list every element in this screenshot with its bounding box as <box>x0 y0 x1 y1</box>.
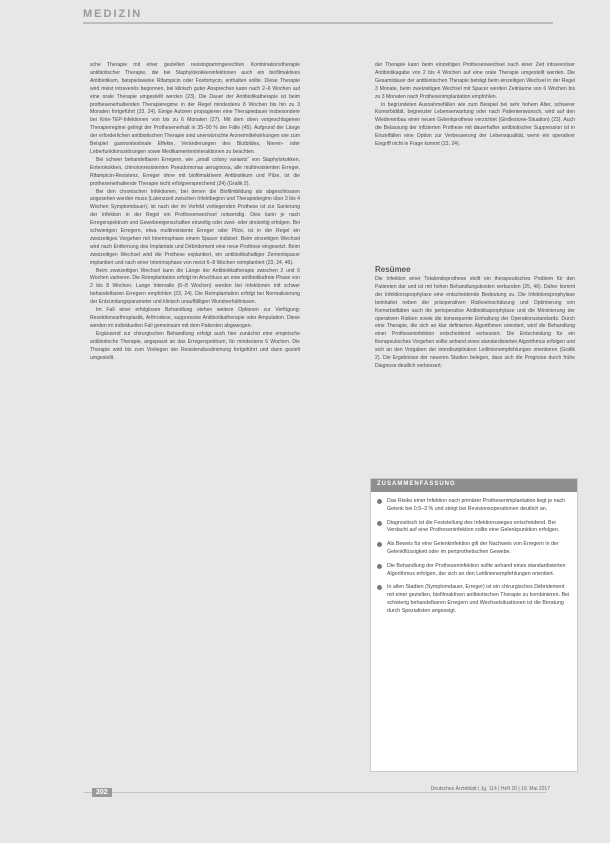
paragraph: Ergänzend zur chirurgischen Behandlung erfolgt auch hier zunächst eine empirische antibiotische Therapie, angepasst an das Erregerspektrum, für mindestens 6 Wochen. Die Therapie wird bis zum Vorliegen der Resistenzbestimmung fortgeführt und dann gezielt umgestellt. <box>90 330 300 361</box>
bullet-icon <box>377 521 382 526</box>
journal-reference: Deutsches Ärzteblatt | Jg. 114 | Heft 20 | 19. Mai 2017 <box>430 786 550 792</box>
paragraph: Beim zweizeitigen Wechsel kann die Länge der Antibiotikatherapie zwischen 2 und 6 Wochen variieren. Die Reimplantation erfolgt im Anschluss an eine antibiotikafreie Phase von 2 bis 8 Wochen. Lange Intervalle (6–8 Wochen) werden bei Infektionen mit schwer behandelbaren Erregern empfohlen (23, 24). Die Reimplantation erfolgt bei Normalisierung der Entzündungsparameter und klinisch unauffälligen Wundverhältnissen. <box>90 267 300 306</box>
summary-box-title: ZUSAMMENFASSUNG <box>371 479 577 492</box>
summary-item <box>377 584 571 615</box>
footer-rule <box>84 792 546 793</box>
paragraph: sche Therapie mit einer gezielten resistogrammgerechten Kombinationstherapie antibiotischer Therapie, die bei Staphylokokkeninfektionen auch ein biofilmaktives Antibiotikum, beispielsweise Rifampicin oder Fosfomycin, enthalten sollte. Diese Therapie wird meist intravenös begonnen, bei klinisch guter Ansprechen kann nach 2–6 Wochen auf eine orale Therapie umgestellt werden (23). Die Dauer der Antibiotikatherapie ist beim prothesenerhaltenden Therapieregime in der Regel mindestens 8 Wochen bis hin zu 3 Monaten fortgeführt (23, 24). Einige Autoren propagieren eine Therapiedauer insbesondere bei Knie-TEP-Infektionen von bis zu 6 Monaten (27). Mit dem oben vorgeschlagenen Therapieregime gelingt der Prothesenerhalt in 35–90 % der Fälle (45). Aufgrund der Länge der erforderlichen antibiotischen Therapie sind unerwünschte Arzneimittelwirkungen wie zum Beispiel gastrointestinale Effekte, Veränderungen des Blutbildes, Nieren- oder Leberfunktionsstörungen sowie Medikamenteninteraktionen zu beachten. <box>90 62 300 155</box>
summary-list <box>371 498 577 616</box>
section-heading-resuemee: Resümee <box>375 265 411 274</box>
summary-item-text: Das Risiko einer Infektion nach primärer Prothesenimplantation liegt je nach Gelenk bei 0,5–3 % und steigt bei Revisionsoperationen deutlich an. <box>387 498 566 512</box>
bullet-icon <box>377 542 382 547</box>
paragraph: Die Infektion einer Totalendoprothese stellt ein therapeutisches Problem für den Patienten dar und ist mit hohen Behandlungskosten verbunden (25, 46). Daher kommt der Infektionsprophylaxe eine entscheidende Bedeutung zu. Die Infektionsprophylaxe beinhaltet neben der präoperativen Risikoeinschätzung und Optimierung von Komorbiditäten auch die perioperative Antibiotikaprophylaxe und die Minimierung der operativen Risiken sowie die konsequente Einhaltung der Operationsstandards. Durch eine Therapie, die sich an klar definierten Algorithmen orientiert, wird die Behandlung einer Protheseninfektion entscheidend verbessert. Die Entscheidung für ein therapeutisches Vorgehen sollte anhand eines standardisierten Algorithmus erfolgen und sich an den Vorgaben der interdisziplinären Leitlinienempfehlungen orientieren (Grafik 2). Die Ergebnisse der neueren Studien belegen, dass sich die Prognose durch frühe Diagnose deutlich verbessert. <box>375 276 575 369</box>
summary-item <box>377 563 571 579</box>
summary-item-text: Diagnostisch ist die Feststellung des Infektionsweges entscheidend. Bei Verdacht auf eine Protheseninfektion sollte eine Gelenkpunktion erfolgen. <box>387 519 560 534</box>
summary-item-text: Als Beweis für eine Gelenkinfektion gilt der Nachweis von Erregern in der Gelenkflüssigkeit oder im periprothetischen Gewebe. <box>387 541 559 555</box>
bullet-icon <box>377 585 382 590</box>
left-column <box>90 62 300 707</box>
summary-item-text: Die Behandlung der Protheseninfektion sollte anhand eines standardisierten Algorithmus erfolgen, der sich an den Leitlinienempfehlungen orientiert. <box>387 562 566 577</box>
page-number: 202 <box>92 788 112 797</box>
bullet-icon <box>377 499 382 504</box>
paragraph: Bei schwer behandelbaren Erregern, wie „small colony variants“ von Staphylokokken, Enterokokken, chinolonresistenten Pseudomonas aeruginosa, alle multiresistenten Erreger, Rifampicin-Resistenz, Erreger ohne mit biofilmaktivem Antibiotikum und Pilze, ist die prothesenerhaltende Therapie nicht erfolgversprechend (24) (Grafik 2). <box>90 156 300 187</box>
paragraph: Bei den chronischen Infektionen, bei denen die Biofilmbildung als abgeschlossen angesehen werden muss (Latenzzeit zwischen Infektbeginn und Therapiebeginn über 3 bis 4 Wochen Symptomdauer), ist nach der im Vorfeld vorliegenden Prothese ist zur Sanierung der Infektion in der Regel ein Prothesenwechsel notwendig. Dies kann je nach Erregerspektrum und Gewebeeigenschaften einzeitig oder zwei- oder dreizeitig erfolgen. Bei schwierigen Erregern, etwa multiresistente Erreger oder Pilze, ist in der Regel ein zweizeitiges Vorgehen mit Interimsphase einem Spacer indiziert. Beim einzeitigen Wechsel wird nach Entfernung des Implantats und Débridement eine neue Prothese eingesetzt. Beim zweizeitigen Wechsel wird die Prothese explantiert, ein antibiotikahaltiger Zementspacer implantiert und nach einer Interimsphase von meist 6–8 Wochen reimplantiert (23, 24, 46). <box>90 188 300 266</box>
summary-box <box>370 478 578 772</box>
paragraph: der Therapie kann beim einzeitigen Prothesenwechsel nach einer Zeit intravenöser Antibiotikagabe von 2 bis 4 Wochen auf eine orale Therapie umgestellt werden. Die Gesamtdauer der antibiotischen Therapie beträgt beim einzeitigen Wechsel in der Regel 3 Monate, beim zweizeitigen Wechsel mit Spacer werden Zeiträume von 6 Wochen bis zu 3 Monaten nach Prothesenimplantation empfohlen. <box>375 62 575 100</box>
bullet-icon <box>377 564 382 569</box>
paragraph: Im Fall einer erfolglosen Behandlung stehen weitere Optionen zur Verfügung: Resektionsarthroplastik, Arthrodese, suppressive Antibiotikatherapie oder Amputation. Diese werden im individuellen Fall gemeinsam mit dem Patienten abgewogen. <box>90 307 300 329</box>
paragraph: In begründeten Ausnahmefällen wie zum Beispiel bei sehr hohem Alter, schwerer Komorbidität, begrenzter Lebenserwartung oder nach Patientenwunsch, wird auf den Wiedereinbau einer neuen Gelenkprothese verzichtet (Girdlestone-Situation) (23). Auch die Belassung der infizierten Prothese mit dauerhafter antibiotischer Suppression ist in Einzelfällen eine Option zur Verbesserung der Lebensqualität, wenn ein operativer Eingriff nicht in Frage kommt (23, 24). <box>375 101 575 148</box>
resuemee-text <box>375 276 575 476</box>
header-rule <box>83 22 553 24</box>
section-label: MEDIZIN <box>83 8 143 20</box>
summary-item-text: In allen Stadien (Symptomdauer, Erreger) ist ein chirurgisches Débridement mit einer gezielten, biofilmaktiven antibiotischen Therapie zu kombinieren. Bei schwierig behandelbaren Erregern und Wechselsituationen ist die Beratung durch Spezialisten angezeigt. <box>387 584 570 614</box>
summary-item <box>377 520 571 536</box>
summary-item <box>377 541 571 557</box>
summary-item <box>377 498 571 514</box>
